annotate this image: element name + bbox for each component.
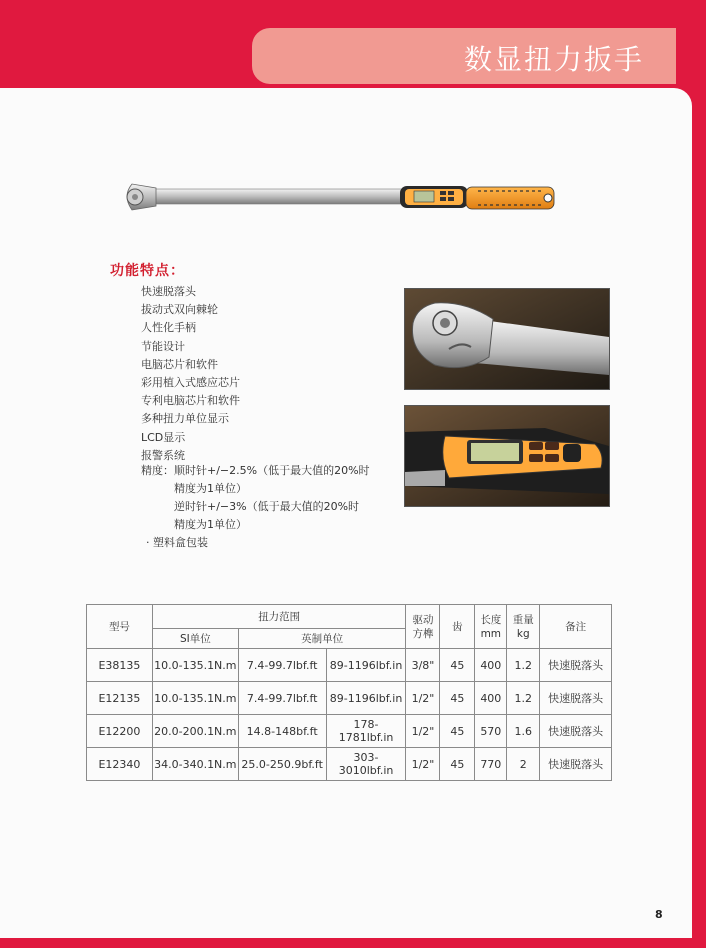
table-row bbox=[87, 682, 612, 715]
packaging-note: · 塑料盒包装 bbox=[146, 536, 208, 549]
cell-lbf-ft: 25.0-250.9bf.ft bbox=[238, 748, 326, 781]
cell-length: 570 bbox=[475, 715, 507, 748]
cell-si: 34.0-340.1N.m bbox=[152, 748, 238, 781]
cell-lbf-ft: 7.4-99.7lbf.ft bbox=[238, 682, 326, 715]
feature-item: 节能设计 bbox=[141, 339, 185, 353]
cell-remark: 快速脱落头 bbox=[540, 682, 612, 715]
header-weight: 重量 kg bbox=[507, 605, 540, 649]
cell-weight: 2 bbox=[507, 748, 540, 781]
feature-item: 彩用植入式感应芯片 bbox=[141, 375, 240, 389]
cell-remark: 快速脱落头 bbox=[540, 748, 612, 781]
features-heading: 功能特点： bbox=[110, 263, 185, 279]
cell-lbf-in: 303-3010lbf.in bbox=[326, 748, 406, 781]
accuracy-counterclockwise-note: 精度为1单位） bbox=[174, 518, 247, 531]
cell-weight: 1.2 bbox=[507, 682, 540, 715]
cell-weight: 1.2 bbox=[507, 649, 540, 682]
header-si-unit: SI单位 bbox=[152, 629, 238, 649]
cell-length: 400 bbox=[475, 682, 507, 715]
header-teeth: 齿 bbox=[440, 605, 475, 649]
feature-item: 多种扭力单位显示 bbox=[141, 412, 229, 426]
feature-item: 快速脱落头 bbox=[141, 285, 196, 298]
cell-si: 10.0-135.1N.m bbox=[152, 682, 238, 715]
accuracy-label: 精度： bbox=[141, 464, 174, 477]
cell-model: E38135 bbox=[87, 649, 153, 682]
cell-model: E12340 bbox=[87, 748, 153, 781]
cell-drive: 1/2" bbox=[406, 715, 440, 748]
accuracy-clockwise-note: 精度为1单位） bbox=[174, 482, 247, 495]
cell-model: E12200 bbox=[87, 715, 153, 748]
torque-wrench-image bbox=[118, 180, 563, 220]
features-list bbox=[141, 283, 240, 465]
table-row bbox=[87, 649, 612, 682]
accuracy-counterclockwise: 逆时针+/−3%（低于最大值的20%时 bbox=[174, 500, 360, 513]
feature-item: 拔动式双向棘轮 bbox=[141, 303, 218, 317]
page-title: 数显扭力扳手 bbox=[463, 43, 644, 76]
cell-length: 770 bbox=[475, 748, 507, 781]
cell-lbf-ft: 7.4-99.7lbf.ft bbox=[238, 649, 326, 682]
cell-lbf-in: 89-1196lbf.in bbox=[326, 649, 406, 682]
lcd-handle-photo bbox=[404, 405, 610, 507]
cell-teeth: 45 bbox=[440, 715, 475, 748]
cell-lbf-ft: 14.8-148bf.ft bbox=[238, 715, 326, 748]
cell-model: E12135 bbox=[87, 682, 153, 715]
page-number: 8 bbox=[655, 908, 663, 921]
header-drive: 驱动 方榫 bbox=[406, 605, 440, 649]
feature-item: LCD显示 bbox=[141, 430, 186, 444]
cell-drive: 3/8" bbox=[406, 649, 440, 682]
cell-drive: 1/2" bbox=[406, 748, 440, 781]
cell-drive: 1/2" bbox=[406, 682, 440, 715]
header-model: 型号 bbox=[87, 605, 153, 649]
header-length: 长度 mm bbox=[475, 605, 507, 649]
table-row bbox=[87, 748, 612, 781]
ratchet-head-photo bbox=[404, 288, 610, 390]
feature-item: 电脑芯片和软件 bbox=[141, 357, 218, 371]
cell-length: 400 bbox=[475, 649, 507, 682]
cell-teeth: 45 bbox=[440, 748, 475, 781]
cell-remark: 快速脱落头 bbox=[540, 649, 612, 682]
feature-item: 报警系统 bbox=[141, 448, 185, 462]
header-torque-range: 扭力范围 bbox=[152, 605, 406, 629]
header-imperial-unit: 英制单位 bbox=[238, 629, 406, 649]
cell-si: 10.0-135.1N.m bbox=[152, 649, 238, 682]
title-band bbox=[252, 28, 676, 84]
table-row bbox=[87, 715, 612, 748]
feature-item: 专利电脑芯片和软件 bbox=[141, 394, 240, 408]
cell-teeth: 45 bbox=[440, 649, 475, 682]
cell-lbf-in: 89-1196lbf.in bbox=[326, 682, 406, 715]
cell-weight: 1.6 bbox=[507, 715, 540, 748]
cell-lbf-in: 178-1781lbf.in bbox=[326, 715, 406, 748]
cell-si: 20.0-200.1N.m bbox=[152, 715, 238, 748]
feature-item: 人性化手柄 bbox=[141, 321, 196, 335]
accuracy-clockwise: 顺时针+/−2.5%（低于最大值的20%时 bbox=[174, 464, 370, 477]
cell-remark: 快速脱落头 bbox=[540, 715, 612, 748]
cell-teeth: 45 bbox=[440, 682, 475, 715]
header-remark: 备注 bbox=[540, 605, 612, 649]
specification-table bbox=[86, 604, 612, 781]
